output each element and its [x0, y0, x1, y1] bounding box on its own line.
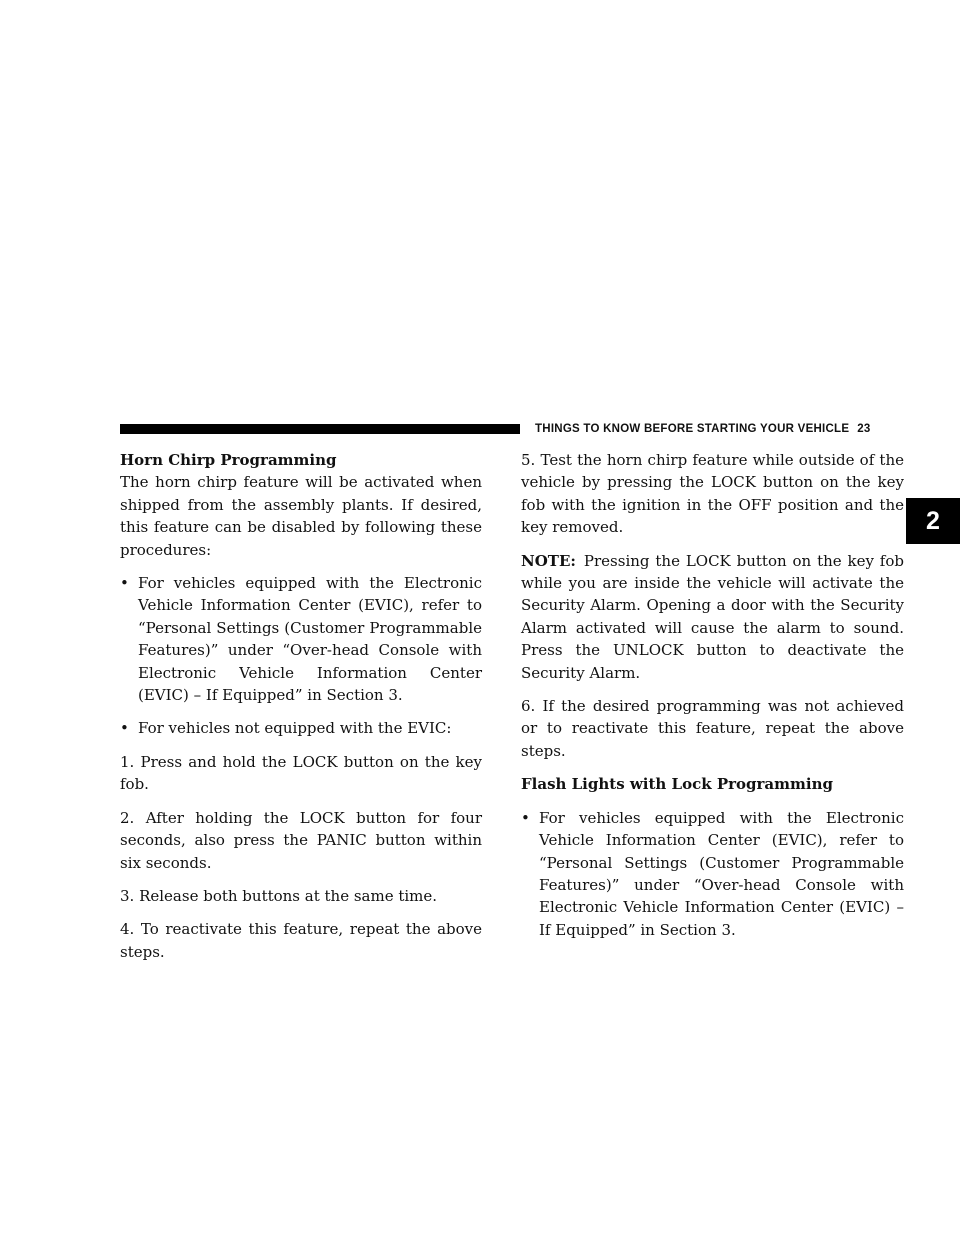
bullet-text: For vehicles equipped with the Electronic Vehicle Information Center (EVIC), refer to “Personal Settings (Customer Programmable Features)” under “Over-head Console with Electronic Vehicle Information Center (EVIC) – If Equipped” in Section 3.	[539, 808, 904, 939]
step-1: 1. Press and hold the LOCK button on the key fob.	[120, 752, 482, 794]
note-text: Pressing the LOCK button on the key fob while you are inside the vehicle will activate the Security Alarm. Opening a door with the Security Alarm activated will cause the alarm to sound. Press the UNLOCK button to deactivate the Security Alarm.	[521, 551, 904, 682]
step-5: 5. Test the horn chirp feature while outside of the vehicle by pressing the LOCK button on the key fob with the ignition in the OFF position and the key removed.	[521, 451, 904, 537]
left-column	[120, 449, 482, 963]
bullet-text: For vehicles not equipped with the EVIC:	[138, 719, 452, 738]
right-column	[521, 449, 904, 941]
page-number: 23	[857, 423, 871, 435]
note-label: NOTE:	[521, 551, 576, 570]
horn-chirp-heading: Horn Chirp Programming	[120, 451, 337, 469]
section-tab	[906, 498, 960, 544]
running-header	[535, 421, 905, 437]
list-item	[521, 807, 904, 941]
bullet-marker: •	[120, 574, 129, 593]
section-title: THINGS TO KNOW BEFORE STARTING YOUR VEHICLE	[535, 423, 850, 435]
step-6: 6. If the desired programming was not achieved or to reactivate this feature, repeat the above steps.	[521, 697, 904, 760]
flash-lights-heading: Flash Lights with Lock Programming	[521, 775, 833, 794]
note-paragraph	[521, 550, 904, 684]
step-4: 4. To reactivate this feature, repeat the above steps.	[120, 920, 482, 961]
bullet-marker: •	[120, 719, 129, 738]
horn-chirp-intro: The horn chirp feature will be activated when shipped from the assembly plants. If desired, this feature can be disabled by following these procedures:	[120, 473, 482, 559]
section-tab-label: 2	[926, 507, 940, 535]
bullet-text: For vehicles equipped with the Electronic Vehicle Information Center (EVIC), refer to “Personal Settings (Customer Programmable Features)” under “Over-head Console with Electronic Vehicle Information Center (EVIC) – If Equipped” in Section 3.	[138, 574, 482, 705]
step-3: 3. Release both buttons at the same time.	[120, 886, 438, 905]
step-2: 2. After holding the LOCK button for four seconds, also press the PANIC button within six seconds.	[120, 808, 482, 872]
bullet-marker: •	[521, 808, 530, 827]
list-item	[120, 572, 482, 706]
list-item	[120, 717, 482, 739]
header-rule	[120, 424, 520, 434]
